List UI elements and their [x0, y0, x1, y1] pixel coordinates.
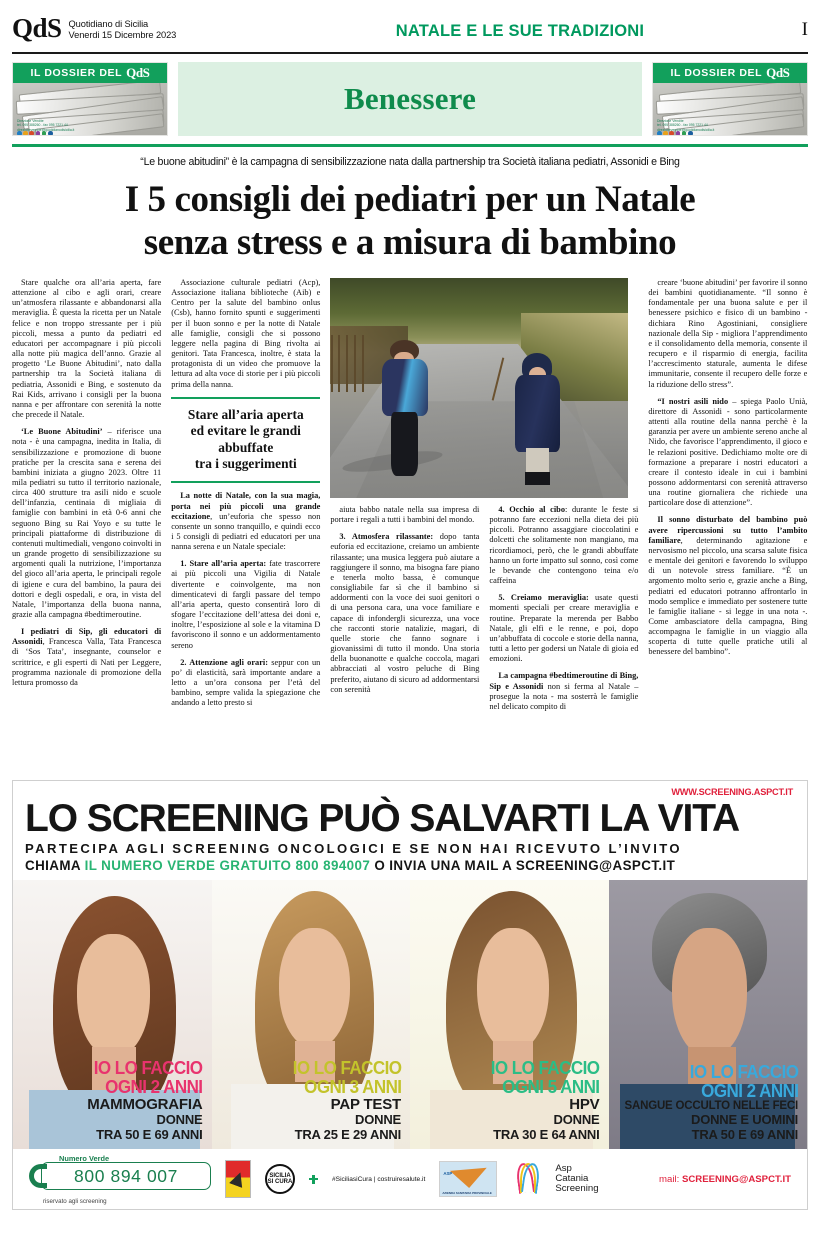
ad-panel [609, 880, 808, 1149]
masthead-meta [69, 18, 177, 42]
paper-name: Quotidiano di Sicilia [68, 19, 149, 29]
dossier-social-dots-2 [657, 131, 693, 136]
ad-panel-target: DONNE E UOMINI [691, 1111, 798, 1127]
toll-free-frame [41, 1162, 211, 1190]
ad-top-text [13, 781, 807, 880]
toll-free-badge[interactable] [29, 1154, 211, 1205]
ad-panel-age: TRA 50 E 69 ANNI [96, 1127, 203, 1142]
ad-contact-prefix: CHIAMA [25, 858, 85, 873]
dossier-social-dots [17, 131, 53, 136]
masthead [12, 0, 808, 48]
ad-panel-target: DONNE [355, 1111, 401, 1127]
ad-panel [13, 880, 212, 1149]
paragraph: 1. Stare all’aria aperta: fate trascorrere ai più piccoli una Vigilia di Natale divertente e coinvolgente, ma non dimenticatevi di fargli passare del tempo all’aria aperta, questo consentirà loro di sfogare l’eccitazione dell’attesa dei doni e, inoltre, l’esposizione al sole e la vitamina D favoriscono il sonno e un addormentamento sereno [171, 559, 321, 650]
asp-map-sublabel: AZIENDA SANITARIA PROVINCIALE [442, 1191, 492, 1195]
dossier-label-text-2: IL DOSSIER DEL [670, 67, 763, 79]
mail-address: SCREENING@ASPCT.IT [681, 1173, 791, 1185]
headline-line-1: I 5 consigli dei pediatri per un Natale [124, 179, 696, 220]
article-deck: “Le buone abitudini” è la campagna di sensibilizzazione nata dalla partnership tra Società italiana pediatri, Assonidi e Bing [140, 156, 680, 168]
ad-panel-details [618, 1100, 799, 1143]
ad-contact-line [25, 857, 795, 874]
paragraph: creare ‘buone abitudini’ per favorire il sonno dei bambini quotidianamente. “Il sonno è fondamentale per una buona salute e per il benessere psichico e fisico di un bambino - dichiara Rino Agostiniani, consigliere nazionale della Sip - migliora l’apprendimento e il consolidamento della memoria, consente il recupero e il risparmio di energia, facilita l’accrescimento staturale, aumenta le difese immunitarie, consente il recupero delle forze e la riduzione dello stress”. [648, 278, 808, 389]
mail-label: mail: [659, 1173, 680, 1185]
benessere-banner [178, 62, 642, 136]
toll-free-note: riservato agli screening [43, 1198, 107, 1205]
ad-panel-caption [13, 1058, 212, 1150]
ad-panel-exam: PAP TEST [330, 1095, 401, 1113]
qds-logo: QdS [12, 13, 62, 43]
toll-free-label: Numero Verde [55, 1154, 113, 1163]
page-folio: I [801, 19, 808, 40]
ad-panel-target: DONNE [553, 1111, 600, 1127]
dossier-fineprint: Direzione Vendite tel. 095 388260 - fax 095 7221 44 direzionevendite@quotidianodisicilia.it [17, 118, 75, 132]
ad-contact-suffix: O INVIA UNA MAIL A SCREENING@ASPCT.IT [370, 858, 676, 873]
paragraph: 5. Creiamo meraviglia: usate questi momenti speciali per creare meraviglia e routine. Preparate la merenda per Babbo Natale, gli elfi e le renne, e poi, dopo un’abbuffata di coccole e storie della nanna, tutti a letto per godersi un Natale di gioia ed emozioni. [489, 593, 639, 664]
toll-free-number: 800 894 007 [74, 1165, 178, 1186]
ad-panel-age: TRA 25 E 29 ANNI [294, 1127, 401, 1142]
paragraph: Il sonno disturbato del bambino può avere ripercussioni su tutto l’ambito familiare, determinando agitazione e nervosismo nel piccolo, una scarsa salute fisica e mentale dei genitori e favorendo lo sviluppo di un notevole stress familiare. “È un argomento molto serio e, grazie anche a Bing, pediatri ed educatori potranno affrontarlo in modo semplice e immediato per sostenere tutte le famiglie italiane - si legge in una nota -. Come ambasciatore della campagna, Bing accompagna le famiglie in un viaggio alla scoperta di tutte quelle pratiche utili al benessere del bambino”. [648, 515, 808, 657]
ad-panel-io-label: IO LO FACCIO [689, 1060, 798, 1082]
ad-tollfree-highlight: IL NUMERO VERDE GRATUITO 800 894007 [84, 858, 371, 873]
paragraph: Stare qualche ora all’aria aperta, fare attenzione al cibo e agli orari, creare un’atmosfera rilassante e abbandonarsi alla meraviglia. È questa la ricetta per un Natale felice e non troppo stressante per i più piccoli, messa a punto da pediatri ed educatori per accompagnare i più piccoli alla notte più magica dell’anno. Grazie al progetto ‘Le Buone Abitudini’, nato dalla partnership tra la Società italiana di pediatria, Assonidi e Bing, e sostenuto da Rai Kids, arrivano i consigli per la buona nanna e per affrontare con serenità la notte che precede il Natale. [12, 278, 162, 420]
sicura-line-1: SICILIA [269, 1172, 291, 1179]
article-headline [12, 178, 808, 264]
ad-panel-details [22, 1096, 203, 1143]
paragraph: aiuta babbo natale nella sua impresa di portare i regali a tutti i bambini del mondo. [330, 505, 480, 525]
ad-panel-frequency: OGNI 3 ANNI [303, 1075, 401, 1097]
article-column-1 [12, 278, 161, 768]
dossier-label-text: IL DOSSIER DEL [30, 67, 123, 79]
ad-footer [13, 1149, 807, 1209]
dossier-label [13, 63, 167, 83]
dossier-strip [12, 62, 808, 136]
green-rule [12, 144, 808, 147]
ad-panel [410, 880, 609, 1149]
section-title: NATALE E LE SUE TRADIZIONI [395, 22, 645, 40]
dossier-label-logo: QdS [126, 65, 150, 80]
ad-panel-io-label: IO LO FACCIO [93, 1056, 203, 1078]
ad-panel-age: TRA 30 E 64 ANNI [493, 1127, 600, 1142]
ad-mail-contact[interactable] [659, 1174, 791, 1185]
paragraph: 4. Occhio al cibo: durante le feste si potranno fare eccezioni nella dieta dei più piccoli. Potranno assaggiare cioccolatini e dolcetti che solitamente non mangiano, ma ricordiamoci, però, che le grandi abbuffate hanno un forte impatto sul sonno, così come le bevande che contengono teina e/o caffeina [489, 505, 639, 586]
paragraph: Associazione culturale pediatri (Acp), Associazione italiana biblioteche (Aib) e Centro per la salute del bambino onlus (Csb), hanno fornito spunti e suggerimenti per il buon sonno e per la notte di Natale alle famiglie, consigli che si possono leggere nella pagina di Bing rivolta ai genitori. Tata Francesca, inoltre, è stata la protagonista di un video che promuove la lettura ad alta voce di storie per i più piccoli prima della nanna. [171, 278, 321, 389]
article-column-3-with-photo [330, 278, 638, 768]
pull-quote: Stare all’aria aperta ed evitare le grandi abbuffate tra i suggerimenti [171, 397, 320, 484]
advertisement-screening [12, 780, 808, 1210]
ad-panel-exam: SANGUE OCCULTO NELLE FECI [624, 1099, 798, 1112]
ad-panel-details [221, 1096, 402, 1143]
asp-name-line-2: Catania [555, 1173, 589, 1184]
paragraph: ‘Le Buone Abitudini’ – riferisce una nota - è una campagna, inedita in Italia, di sensibilizzazione e promozione di buone pratiche per la crescita sana e serena dei bambini iniziata a giugno 2023. Oltre 11 mila pediatri su tutto il territorio nazionale, circa 400 strutture tra asili nido e scuole dell’infanzia, centinaia di migliaia di famiglie con bambini in età 0-6 anni che seguono Bing su Rai Yoyo e su tutte le principali piattaforme di distribuzione di contenuti multimediali, vengono coinvolti in un grande progetto di sensibilizzazione su argomenti quali la nutrizione, l’importanza del gioco all’aria aperta, le principali regole di igiene e cura del bambino, la paura dei dottori e degli ospedali, e ora, in vista del Natale, l’importanza della buona nanna, grazie alla campagna #bedtimeroutine. [12, 427, 162, 619]
ad-panel-age: TRA 50 E 69 ANNI [691, 1127, 798, 1142]
ad-panel-frequency: OGNI 2 ANNI [700, 1079, 798, 1101]
paragraph: I pediatri di Sip, gli educatori di Assonidi, Francesca Valla, Tata Francesca di ‘Sos Tata’, insegnante, counselor e scrittrice, e gli esperti di Nati per Leggere, programma nazionale di promozione della lettura promosso da [12, 627, 162, 687]
asp-catania-map-logo [439, 1161, 497, 1197]
paragraph: “I nostri asili nido – spiega Paolo Unià, direttore di Assonidi - sono particolarmente attenti alla routine della nanna perchè è la garanzia per avere un ambiente sereno anche al Nido, che favorisce l’apprendimento, il gioco e le relazioni positive. Dedichiamo molte ore di formazione a preparare i nostri educatori a creare il contesto ideale in cui i bambini possono addormentarsi con serenità attraverso una routine giornaliera che richiede una particolare dose di attenzione”. [648, 396, 808, 508]
sicura-line-2: SI CURA [267, 1179, 293, 1185]
benessere-title: Benessere [343, 81, 477, 116]
issue-date: Venerdi 15 Dicembre 2023 [68, 30, 177, 41]
ad-panel-exam: MAMMOGRAFIA [87, 1095, 203, 1113]
dossier-label-logo-2: QdS [766, 65, 790, 80]
article-column-2 [171, 278, 320, 768]
ad-panel-io-label: IO LO FACCIO [292, 1056, 401, 1078]
dossier-label-2 [653, 63, 807, 83]
headline-line-2: senza stress e a misura di bambino [143, 222, 677, 263]
column-grid [12, 278, 808, 768]
ad-website-url[interactable]: WWW.SCREENING.ASPCT.IT [671, 787, 793, 797]
ad-panel-row [13, 880, 807, 1149]
ad-panel [212, 880, 411, 1149]
ad-subline: PARTECIPA AGLI SCREENING ONCOLOGICI E SE NON HAI RICEVUTO L’INVITO [25, 841, 682, 856]
asp-screening-name [555, 1164, 598, 1194]
article-column-5 [648, 278, 807, 768]
paragraph: 3. Atmosfera rilassante: dopo tanta euforia ed eccitazione, creiamo un ambiente rilassante; una musica leggera può aiutare a raggiungere il sonno, ma bisogna fare piano e tenerla molto bassa, è comunque consigliabile far sì che il bambino si addormenti con la voce dei suoi genitori o di una persona cara, una voce familiare e capace di infondergli sicurezza, una voce che racconti storie natalizie, magari, di quelle storie che fanno sognare i giovanissimi di tutto il mondo. Una storia della buonanotte e qualche coccola, magari abbracciati al vostro peluche di Bing preferito, aiutano di sicuro ad addormentarsi con serenità [330, 532, 480, 694]
ad-panel-target: DONNE [156, 1111, 203, 1127]
paragraph: La campagna #bedtimeroutine di Bing, Sip e Assonidi non si ferma al Natale – prosegue la nota - ma sosterrà le famiglie nel delicato compito di [489, 671, 639, 711]
article-photo-children-outdoors [330, 278, 628, 498]
campaign-hashtag[interactable]: #SiciliasiCura | costruiresalute.it [332, 1175, 426, 1183]
masthead-rule [12, 52, 808, 54]
ad-panel-caption [410, 1058, 609, 1150]
health-cross-icon [309, 1175, 318, 1184]
article-body [12, 278, 808, 768]
paragraph: 2. Attenzione agli orari: seppur con un po’ di elasticità, sarà importante andare a letto a un’ora consona per l’età del bambino, sempre valida la spiegazione che andando a letto presto si [171, 657, 321, 708]
asp-name-line-3: Screening [555, 1183, 599, 1194]
ad-panel-exam: HPV [569, 1095, 600, 1113]
masthead-logo-block [12, 13, 262, 45]
dossier-box-left [12, 62, 168, 136]
ad-panel-details [419, 1096, 600, 1143]
dossier-fineprint-2: Direzione Vendite tel. 095 388260 - fax 095 7221 44 direzionevendite@quotidianodisicilia.it [657, 118, 715, 132]
asp-name-line-1: Asp [555, 1163, 572, 1174]
paragraph: La notte di Natale, con la sua magia, porta nei più piccoli una grande eccitazione, un’euforia che spesso non consente un sonno tranquillo, e quindi ecco i 5 consigli di pediatri ed educatori per una nanna serena e un Natale speciale: [171, 491, 321, 552]
ad-headline: LO SCREENING PUÒ SALVARTI LA VITA [25, 797, 740, 840]
sicilia-sicura-logo [265, 1164, 295, 1194]
dossier-box-right [652, 62, 808, 136]
ad-panel-io-label: IO LO FACCIO [490, 1056, 600, 1078]
ad-panel-caption [212, 1058, 411, 1150]
ad-panel-frequency: OGNI 2 ANNI [105, 1075, 203, 1097]
ad-panel-frequency: OGNI 5 ANNI [502, 1075, 600, 1097]
awareness-ribbon-icon [511, 1161, 541, 1197]
ad-panel-caption [609, 1062, 808, 1150]
asp-map-label: ASP [443, 1171, 453, 1176]
sicilian-trinacria-icon [225, 1160, 251, 1198]
